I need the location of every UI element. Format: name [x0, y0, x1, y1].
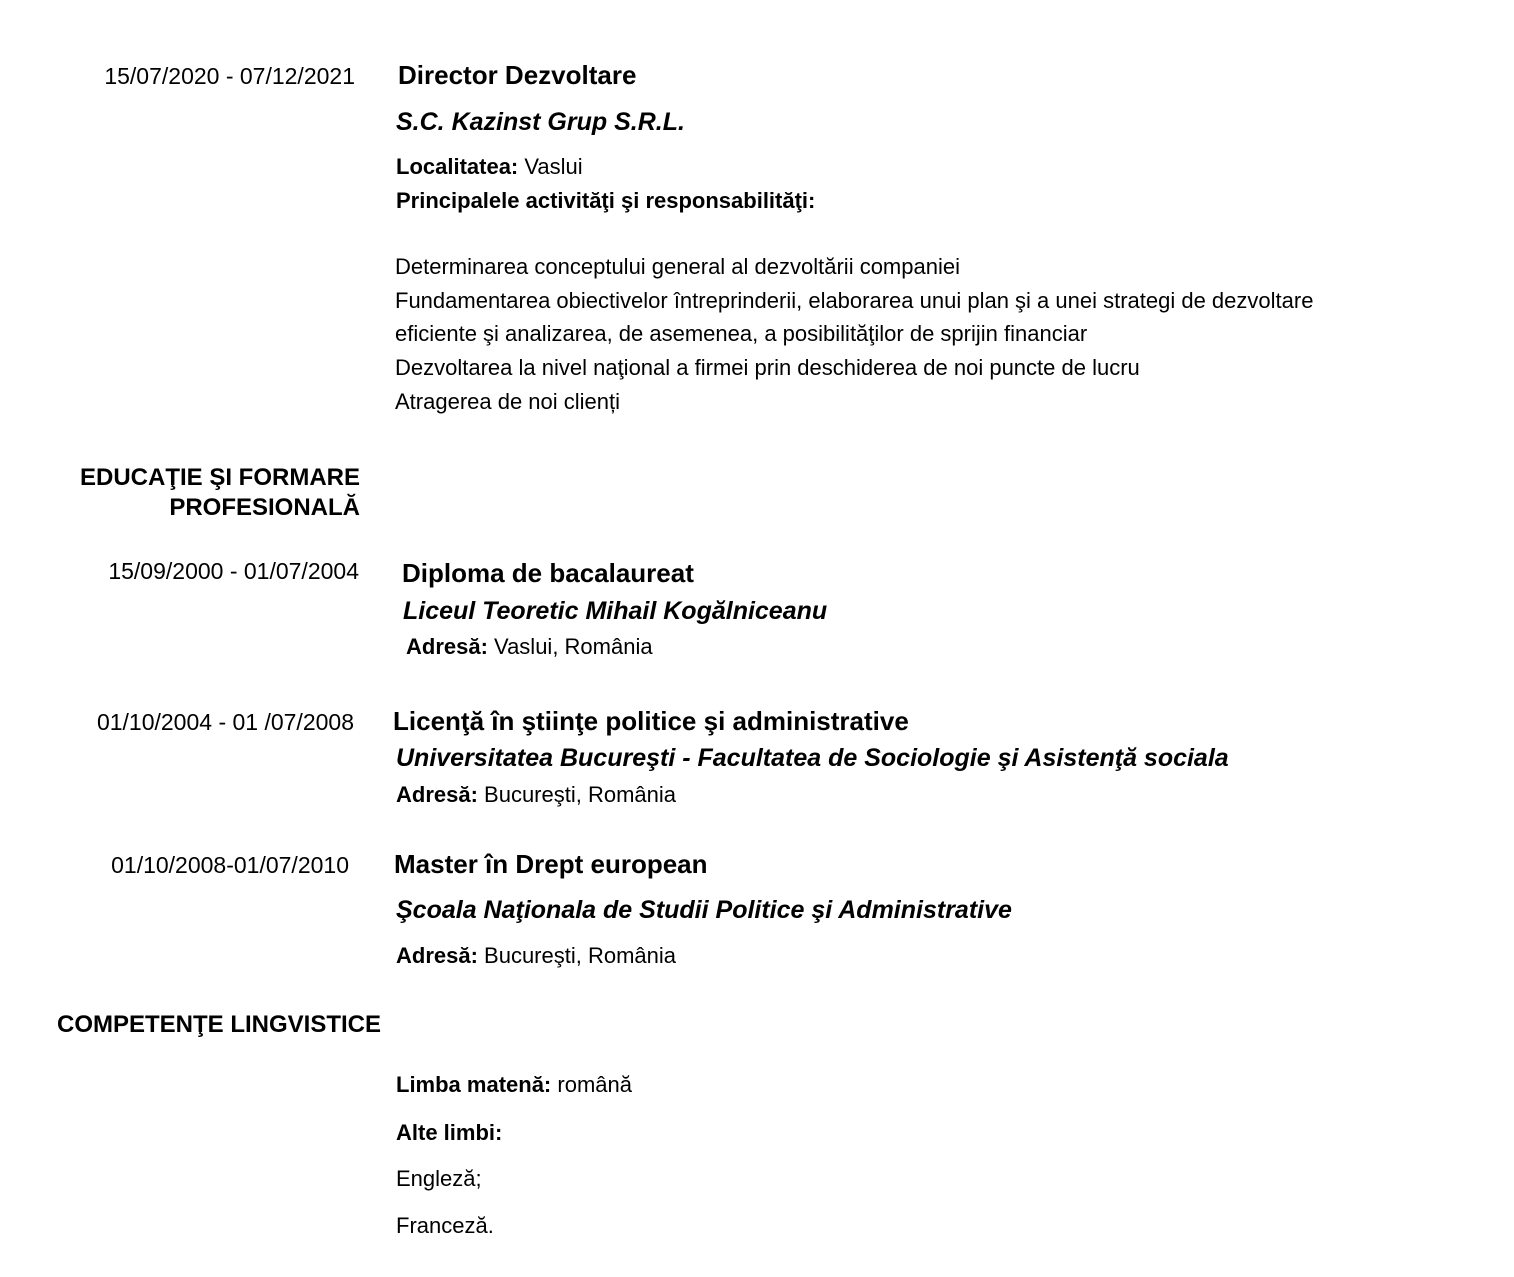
other-languages-label: Alte limbi: [396, 1120, 503, 1145]
languages-heading: COMPETENŢE LINGVISTICE [57, 1011, 382, 1038]
activities-label: Principalele activităţi şi responsabilităţi: [396, 188, 816, 213]
education-date: 15/09/2000 - 01/07/2004 [108, 558, 359, 584]
education-heading [40, 463, 360, 523]
education-institution: Liceul Teoretic Mihail Kogălniceanu [403, 597, 828, 625]
education-institution: Universitatea Bucureşti - Facultatea de Sociologie şi Asistenţă sociala [396, 744, 1229, 772]
education-date: 01/10/2004 - 01 /07/2008 [96, 709, 354, 735]
activity-line: Fundamentarea obiectivelor întreprinderii, elaborarea unui plan şi a unei strategi de dezvoltare [395, 288, 1314, 313]
education-date: 01/10/2008-01/07/2010 [111, 852, 349, 878]
mother-tongue-label: Limba matenă: [396, 1072, 552, 1097]
mother-tongue-value: română [551, 1072, 632, 1097]
activity-line: Determinarea conceptului general al dezvoltării companiei [395, 254, 960, 279]
experience-organization: S.C. Kazinst Grup S.R.L. [396, 108, 685, 136]
education-title: Diploma de bacalaureat [402, 558, 694, 588]
experience-location [396, 154, 583, 180]
education-heading-line: PROFESIONALĂ [169, 494, 360, 521]
address-label: Adresă: [396, 943, 478, 968]
location-value: Vaslui [518, 154, 583, 179]
activity-line: Atragerea de noi clienți [395, 389, 621, 414]
education-address [406, 634, 653, 660]
mother-tongue [396, 1072, 632, 1098]
address-label: Adresă: [396, 782, 478, 807]
activity-line: eficiente şi analizarea, de asemenea, a posibilităţilor de sprijin financiar [395, 321, 1088, 346]
other-languages-heading [396, 1120, 502, 1146]
location-label: Localitatea: [396, 154, 519, 179]
education-title: Licenţă în ştiinţe politice şi administrative [393, 706, 909, 736]
experience-date: 15/07/2020 - 07/12/2021 [104, 63, 355, 89]
address-value: Bucureşti, România [477, 943, 677, 968]
address-label: Adresă: [406, 634, 488, 659]
education-address [396, 943, 676, 969]
activities-heading [396, 188, 815, 214]
education-title: Master în Drept european [394, 849, 708, 879]
language-item: Engleză; [396, 1166, 482, 1191]
education-institution: Şcoala Naţionala de Studii Politice şi Administrative [396, 896, 1012, 924]
address-value: Vaslui, România [487, 634, 653, 659]
activity-line: Dezvoltarea la nivel naţional a firmei prin deschiderea de noi puncte de lucru [395, 355, 1140, 380]
education-address [396, 782, 676, 808]
address-value: Bucureşti, România [477, 782, 677, 807]
language-item: Franceză. [396, 1213, 494, 1238]
education-heading-line: EDUCAŢIE ŞI FORMARE [79, 464, 360, 491]
experience-title: Director Dezvoltare [398, 60, 637, 90]
